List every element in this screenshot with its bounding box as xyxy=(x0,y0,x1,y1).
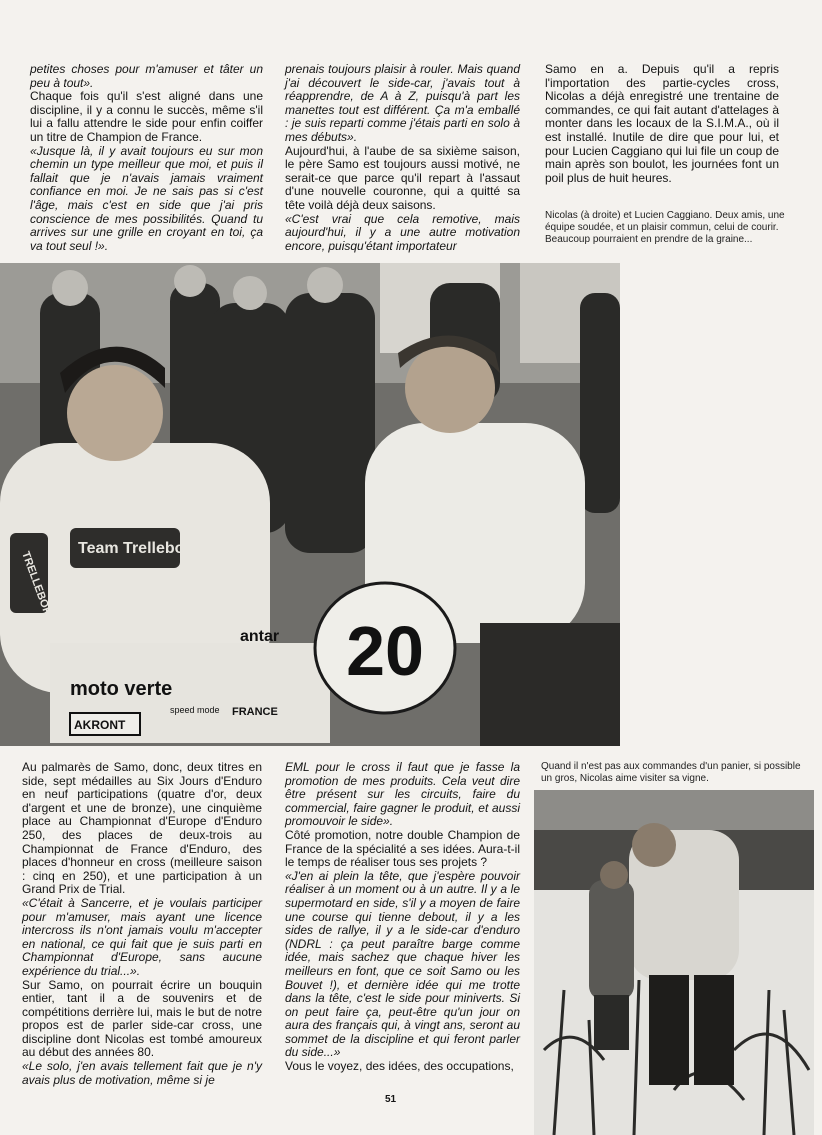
vineyard-photo xyxy=(534,790,814,1135)
photo-caption-top: Nicolas (à droite) et Lucien Caggiano. Deux amis, une équipe soudée, et un plaisir commun, celui de courir. Beaucoup pourraient en prendre de la graine... xyxy=(545,210,785,245)
article-column-2-bottom xyxy=(285,761,520,1074)
sponsor-france: FRANCE xyxy=(232,706,278,718)
article-column-3-top xyxy=(545,63,779,185)
photo-caption-bottom: Quand il n'est pas aux commandes d'un panier, si possible un gros, Nicolas aime visiter sa vigne. xyxy=(541,761,801,784)
paragraph: Chaque fois qu'il s'est aligné dans une discipline, il y a connu le succès, même s'il lui a fallu attendre le side pour enfin coiffer un titre de Champion de France. xyxy=(30,89,263,144)
paragraph: Sur Samo, on pourrait écrire un bouquin entier, tant il a de souvenirs et de compétitions derrière lui, mais le but de notre propos est de parler side-car cross, une discipline dont Nicolas est tombé amoureux au début des années 80. xyxy=(22,977,262,1060)
paragraph: «Jusque là, il y avait toujours eu sur mon chemin un type meilleur que moi, et puis il fallait que je n'avais jamais vraiment confiance en moi. Je ne sais pas si c'est l'âge, mais c'est en side que j'ai pris conscience de mes possibilités. Quand tu arrives sur une grille en croyant en toi, ça va tout seul !». xyxy=(30,143,263,253)
race-photo xyxy=(0,263,620,746)
paragraph: petites choses pour m'amuser et tâter un peu à tout». xyxy=(30,62,263,90)
paragraph: Aujourd'hui, à l'aube de sa sixième saison, le père Samo est toujours aussi motivé, ne serait-ce que parce qu'il repart à l'assaut d'une nouvelle couronne, qui a quitté sa tête voilà déjà deux saisons. xyxy=(285,143,520,212)
sponsor-speed-mode: speed mode xyxy=(170,705,220,715)
paragraph: «C'était à Sancerre, et je voulais participer pour m'amuser, mais ayant une licence intercross ils n'ont jamais voulu m'accepter en national, ce qui fait que je suis parti en Championnat d'Europe, sans aucune expérience du trial...». xyxy=(22,895,262,978)
sponsor-moto-verte: moto verte xyxy=(70,678,173,700)
sponsor-team: Team Trelleborg xyxy=(78,540,201,557)
page-number: 51 xyxy=(385,1094,397,1105)
paragraph: «Le solo, j'en avais tellement fait que je n'y avais plus de motivation, même si je xyxy=(22,1059,262,1087)
paragraph: EML pour le cross il faut que je fasse la promotion de mes produits. Cela veut dire être présent sur les circuits, faire du commercial, faire gagner le produit, et aussi promouvoir le side». xyxy=(285,760,520,829)
sponsor-akront: AKRONT xyxy=(74,718,126,732)
article-column-2-top xyxy=(285,63,520,253)
article-column-1-top xyxy=(30,63,263,253)
paragraph: Vous le voyez, des idées, des occupations, xyxy=(285,1059,514,1074)
paragraph: «C'est vrai que cela remotive, mais aujourd'hui, il y a une autre motivation encore, puisqu'étant importateur xyxy=(285,211,520,253)
article-column-1-bottom xyxy=(22,761,262,1087)
paragraph: Côté promotion, notre double Champion de France de la spécialité a ses idées. Aura-t-il le temps de réaliser tous ses projets ? xyxy=(285,827,520,870)
sponsor-antar: antar xyxy=(240,628,280,645)
sponsor-trelleborg: TRELLEBORG xyxy=(19,549,57,626)
paragraph: Samo en a. Depuis qu'il a repris l'importation des partie-cycles cross, Nicolas a déjà enregistré une trentaine de commandes, ce qui fait autant d'attelages à monter dans les locaux de la S.I.M.A., où il est installé. Inutile de dire que pour lui, et pour Lucien Caggiano qui lui file un coup de main après son boulot, les journées font un poil plus de huit heures. xyxy=(545,62,779,185)
number-plate-text: 20 xyxy=(346,612,424,690)
paragraph: Au palmarès de Samo, donc, deux titres en side, sept médailles au Six Jours d'Enduro en neuf participations (quatre d'or, deux d'argent et une de bronze), une cinquième place au Championnat d'Europe d'Enduro 250, des places de deux-trois au Championnat de France d'Enduro, des places d'honneur en cross (meilleure saison : cinq en 250), et une participation à un Grand Prix de Trial. xyxy=(22,760,262,897)
vineyard-photo-illustration xyxy=(534,790,814,1135)
paragraph: «J'en ai plein la tête, que j'espère pouvoir réaliser à un moment ou à un autre. Il y a le supermotard en side, s'il y a moyen de faire une course qui tienne debout, il y a les sides de rallye, il y a le side-car d'enduro (NDRL : ça peut paraître barge comme idée, mais sachez que chaque hiver les meilleurs en font, que ce soit Samo ou les Bouvet !), et dernière idée qui me trotte dans la tête, c'est le side pour miniverts. Si on peut faire ça, peut-être qu'un jour on aura des français qui, à vingt ans, seront au sommet de la discipline et qui feront parler du side...» xyxy=(285,868,520,1060)
race-photo-illustration xyxy=(0,263,620,746)
paragraph: prenais toujours plaisir à rouler. Mais quand j'ai découvert le side-car, j'avais tout à réapprendre, de A à Z, puisqu'à part les manettes tout est différent. Ça m'a emballé : je suis reparti comme j'étais parti en solo à mes débuts». xyxy=(285,62,520,144)
